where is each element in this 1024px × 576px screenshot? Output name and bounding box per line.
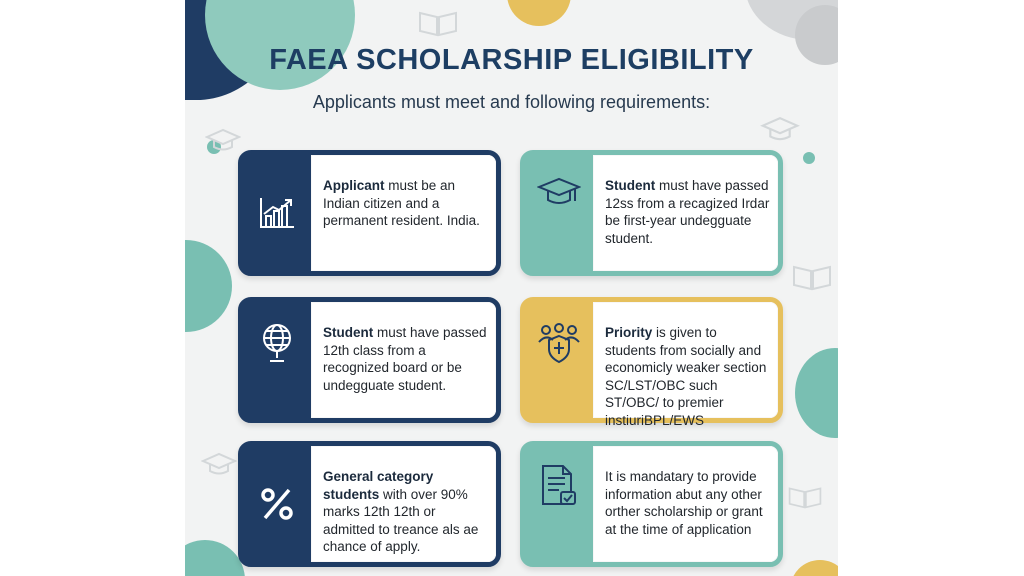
requirement-card-priority: [520, 297, 783, 428]
card-icon-panel: [525, 155, 593, 271]
card-icon-panel: [525, 446, 593, 562]
requirement-card-marks: [238, 441, 501, 567]
card-heading: Student: [323, 325, 374, 340]
requirement-card-citizenship: [238, 150, 501, 276]
book-icon: [417, 8, 459, 38]
decorative-blob-teal-bottom: [185, 540, 245, 576]
book-icon: [787, 484, 823, 510]
requirement-card-disclosure: [520, 441, 783, 567]
decorative-blob-gold-top: [507, 0, 571, 26]
card-body: is given to students from socially and economicly weaker section SC/LST/OBC such ST/OBC/ to premier instiuriBPL/EWS: [605, 325, 767, 428]
page-subtitle: Applicants must meet and following requirements:: [312, 92, 711, 112]
card-icon-panel: [243, 302, 311, 418]
card-text: [605, 177, 770, 247]
requirement-card-qualification: [238, 297, 501, 423]
people-shield-icon: [536, 322, 582, 364]
card-icon-panel: [525, 302, 593, 418]
card-text: [605, 468, 770, 538]
card-body: must have passed 12ss from a recagized Irdar be first-year undegguate student.: [605, 178, 770, 246]
graduation-cap-icon: [201, 452, 237, 478]
card-body: It is mandatary to provide information abut any other orther scholarship or grant at the time of application: [605, 469, 763, 537]
decorative-blob-teal-right: [795, 348, 838, 438]
card-heading: Applicant: [323, 178, 385, 193]
card-icon-panel: [243, 446, 311, 562]
bar-chart-icon: [258, 196, 296, 230]
card-text: [605, 324, 770, 429]
globe-icon: [259, 322, 295, 364]
card-icon-panel: [243, 155, 311, 271]
page-title: FAEA SCHOLARSHIP ELIGIBILITY: [269, 44, 754, 76]
card-text: [323, 324, 488, 394]
percent-icon: [259, 486, 295, 522]
decorative-blob-gold-bottom: [790, 560, 838, 576]
requirement-card-education: [520, 150, 783, 276]
book-icon: [791, 262, 833, 292]
scholarship-poster: [185, 0, 838, 576]
decorative-blob-dot-2: [803, 152, 815, 164]
graduation-cap-icon: [760, 116, 800, 144]
card-body: with over 90% marks 12th 12th or admitted to treance als ae chance of apply.: [323, 486, 479, 554]
graduation-cap-icon: [537, 177, 581, 209]
card-text: [323, 177, 488, 230]
card-heading: Student: [605, 178, 656, 193]
graduation-cap-icon: [205, 128, 241, 154]
card-body: must have passed 12th class from a recognized board or be undegguate student.: [323, 325, 487, 393]
card-heading: General category students: [323, 469, 434, 502]
card-text: [323, 468, 488, 556]
card-body: must be an Indian citizen and a permanent resident. India.: [323, 178, 480, 228]
decorative-blob-teal-left: [185, 240, 232, 332]
document-check-icon: [539, 464, 579, 508]
card-heading: Priority: [605, 325, 653, 340]
